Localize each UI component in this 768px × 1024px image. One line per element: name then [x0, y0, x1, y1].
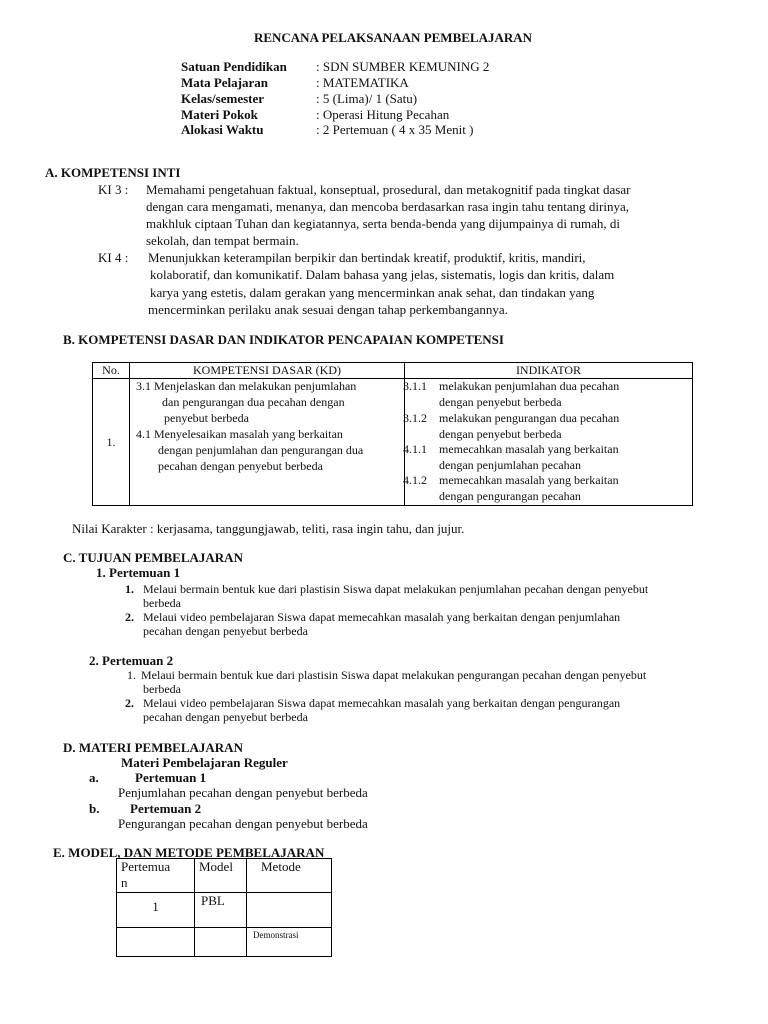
- section-e-heading: E. MODEL, DAN METODE PEMBELAJARAN: [53, 845, 325, 860]
- indicator-number: 4.1.1: [403, 442, 427, 456]
- section-b-heading: B. KOMPETENSI DASAR DAN INDIKATOR PENCAPAIAN KOMPETENSI: [63, 332, 504, 347]
- indicator-text: melakukan pengurangan dua pecahan: [439, 411, 620, 425]
- section-c-heading: C. TUJUAN PEMBELAJARAN: [63, 550, 243, 565]
- row-model: PBL: [195, 893, 247, 928]
- section-d-heading: D. MATERI PEMBELAJARAN: [63, 740, 243, 755]
- materi-b-text: Pengurangan pecahan dengan penyebut berbeda: [118, 816, 368, 831]
- list-item: berbeda: [143, 682, 181, 696]
- identity-value: : 2 Pertemuan ( 4 x 35 Menit ): [316, 122, 474, 137]
- table-row: [93, 379, 693, 506]
- ki3-text: sekolah, dan tempat bermain.: [146, 233, 299, 248]
- kd-line: 4.1 Menyelesaikan masalah yang berkaitan: [136, 427, 343, 441]
- indicator-number: 3.1.1: [403, 379, 427, 393]
- table-row: [117, 893, 332, 928]
- list-item: Melaui bermain bentuk kue dari plastisin Siswa dapat melakukan penjumlahan pecahan dengan penyebut: [143, 582, 649, 596]
- list-item: Melaui video pembelajaran Siswa dapat memecahkan masalah yang berkaitan dengan pengurangan: [143, 696, 621, 710]
- ki3-text: dengan cara mengamati, menanya, dan mencoba berdasarkan rasa ingin tahu tentang dirinya,: [146, 199, 629, 214]
- nilai-karakter: Nilai Karakter : kerjasama, tanggungjawab, teliti, rasa ingin tahu, dan jujur.: [72, 521, 465, 536]
- list-number: 1.: [125, 582, 134, 596]
- indicator-text: memecahkan masalah yang berkaitan: [439, 442, 619, 456]
- section-a-heading: A. KOMPETENSI INTI: [45, 165, 181, 180]
- kd-line: pecahan dengan penyebut berbeda: [158, 459, 323, 473]
- header-kd: KOMPETENSI DASAR (KD): [130, 363, 405, 379]
- ki3-text: Memahami pengetahuan faktual, konseptual, prosedural, dan metakognitif pada tingkat dasar: [146, 182, 631, 197]
- pertemuan-1-label: 1. Pertemuan 1: [96, 565, 181, 580]
- identity-label: Kelas/semester: [181, 91, 265, 106]
- list-item: Melaui bermain bentuk kue dari plastisin Siswa dapat melakukan pengurangan pecahan dengan penyebut: [141, 668, 647, 682]
- row-number: 1.: [93, 379, 130, 506]
- materi-b-title: Pertemuan 2: [130, 801, 202, 816]
- header-model: Model: [195, 859, 247, 893]
- indicator-text: melakukan penjumlahan dua pecahan: [439, 379, 620, 393]
- list-item: pecahan dengan penyebut berbeda: [143, 624, 308, 638]
- list-item: pecahan dengan penyebut berbeda: [143, 710, 308, 724]
- ki3-label: KI 3 :: [98, 182, 129, 197]
- kd-cell: [130, 379, 405, 506]
- indicator-number: 4.1.2: [403, 473, 427, 487]
- ki4-text: karya yang estetis, dalam gerakan yang mencerminkan anak sehat, dan tindakan yang: [150, 285, 595, 300]
- materi-a-label: a.: [89, 770, 99, 785]
- table-header-row: [93, 363, 693, 379]
- ki4-label: KI 4 :: [98, 250, 129, 265]
- header-no: No.: [93, 363, 130, 379]
- kd-line: penyebut berbeda: [164, 411, 249, 425]
- header-metode: Metode: [247, 859, 332, 893]
- materi-a-text: Penjumlahan pecahan dengan penyebut berbeda: [118, 785, 368, 800]
- header-pertemuan: Pertemua n: [117, 859, 195, 893]
- materi-b-label: b.: [89, 801, 100, 816]
- ki3-text: makhluk ciptaan Tuhan dan kegiatannya, serta benda-benda yang dijumpainya di rumah, di: [146, 216, 621, 231]
- kd-line: 3.1 Menjelaskan dan melakukan penjumlahan: [136, 379, 357, 393]
- table-row: [117, 928, 332, 957]
- list-number: 2.: [125, 696, 134, 710]
- list-item: berbeda: [143, 596, 181, 610]
- indicator-number: 3.1.2: [403, 411, 427, 425]
- indicator-text: dengan penjumlahan pecahan: [439, 458, 581, 472]
- pertemuan-2-label: 2. Pertemuan 2: [89, 653, 174, 668]
- indicator-text: dengan penyebut berbeda: [439, 427, 562, 441]
- ki4-text: mencerminkan perilaku anak sesuai dengan tahap perkembangannya.: [148, 302, 508, 317]
- identity-label: Mata Pelajaran: [181, 75, 269, 90]
- row-metode: Demonstrasi: [247, 928, 332, 957]
- page-title: RENCANA PELAKSANAAN PEMBELAJARAN: [253, 30, 533, 45]
- identity-label: Materi Pokok: [181, 107, 258, 122]
- identity-label: Satuan Pendidikan: [181, 59, 287, 74]
- list-item: Melaui video pembelajaran Siswa dapat memecahkan masalah yang berkaitan dengan penjumlahan: [143, 610, 621, 624]
- model-table: [116, 858, 332, 957]
- identity-value: : MATEMATIKA: [316, 75, 409, 90]
- identity-label: Alokasi Waktu: [181, 122, 264, 137]
- indicator-text: memecahkan masalah yang berkaitan: [439, 473, 619, 487]
- materi-a-title: Pertemuan 1: [135, 770, 207, 785]
- identity-value: : SDN SUMBER KEMUNING 2: [316, 59, 490, 74]
- identity-value: : Operasi Hitung Pecahan: [316, 107, 450, 122]
- indicator-text: dengan penyebut berbeda: [439, 395, 562, 409]
- kd-line: dengan penjumlahan dan pengurangan dua: [158, 443, 364, 457]
- table-header-row: [117, 859, 332, 893]
- indicator-text: dengan pengurangan pecahan: [439, 489, 581, 503]
- ki4-text: Menunjukkan keterampilan berpikir dan bertindak kreatif, produktif, kritis, mandiri,: [148, 250, 586, 265]
- list-number: 2.: [125, 610, 134, 624]
- kd-line: dan pengurangan dua pecahan dengan: [162, 395, 345, 409]
- identity-value: : 5 (Lima)/ 1 (Satu): [316, 91, 418, 106]
- ki4-text: kolaboratif, dan komunikatif. Dalam bahasa yang jelas, sistematis, logis dan kritis, dalam: [150, 267, 615, 282]
- materi-subheading: Materi Pembelajaran Reguler: [121, 755, 288, 770]
- row-pertemuan: 1: [117, 893, 195, 928]
- row-metode: [247, 893, 332, 928]
- row-pertemuan: [117, 928, 195, 957]
- kd-table: [92, 362, 693, 506]
- list-number: 1.: [127, 668, 136, 682]
- row-model: [195, 928, 247, 957]
- indikator-cell: [405, 379, 693, 506]
- header-indikator: INDIKATOR: [405, 363, 693, 379]
